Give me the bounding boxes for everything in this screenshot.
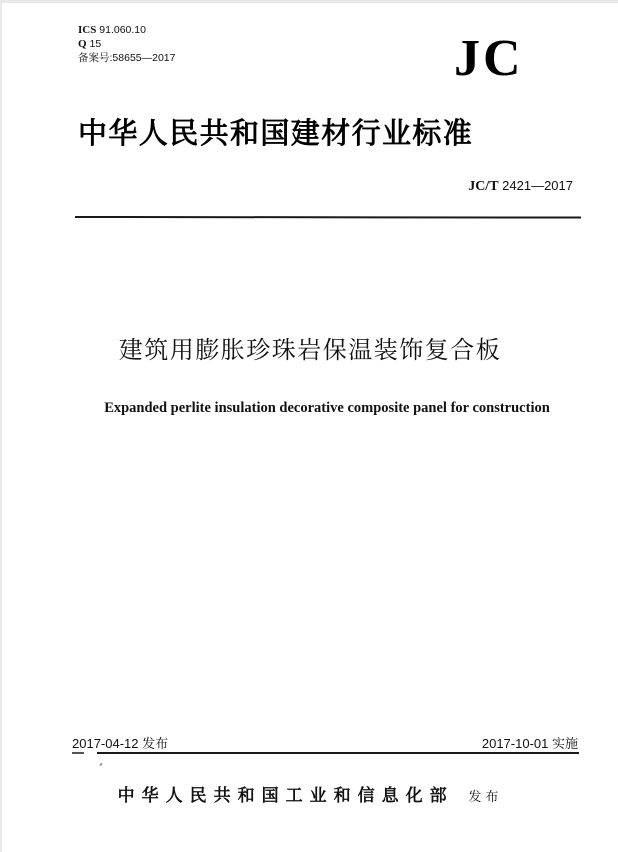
footer-divider-stub [72,752,84,754]
chinese-title: 建筑用膨胀珍珠岩保温装饰复合板 [118,337,502,364]
publisher-action: 发布 [468,789,503,804]
ccs-value: 15 [89,38,102,50]
record-value: 58655—2017 [112,52,176,64]
record-label: 备案号: [78,52,113,64]
standard-number [468,178,573,195]
ics-line [78,23,175,37]
publisher-line [2,785,618,808]
document-page [2,3,618,852]
jc-logo: JC [454,30,524,87]
effective-date-label: 实施 [551,736,578,751]
industry-standard-title: 中华人民共和国建材行业标准 [78,116,474,150]
ccs-line [78,37,175,51]
effective-date-value: 2017-10-01 [481,736,549,751]
effective-date [482,733,578,752]
issue-date-label: 发布 [142,736,169,751]
scan-speck [99,763,102,767]
issue-date [72,733,168,752]
ics-value: 91.060.10 [99,24,146,36]
english-title: Expanded perlite insulation decorative composite panel for construction [104,400,550,416]
standard-code: 2421—2017 [502,178,573,193]
ccs-label: Q [78,38,87,50]
footer-divider [97,752,579,754]
publisher-organization: 中华人民共和国工业和信息化部 [117,786,454,806]
record-line [78,51,175,65]
header-divider [75,216,581,219]
classification-block [78,23,175,65]
standard-prefix: JC/T [468,179,499,194]
ics-label: ICS [78,24,97,36]
issue-date-value: 2017-04-12 [72,736,139,751]
